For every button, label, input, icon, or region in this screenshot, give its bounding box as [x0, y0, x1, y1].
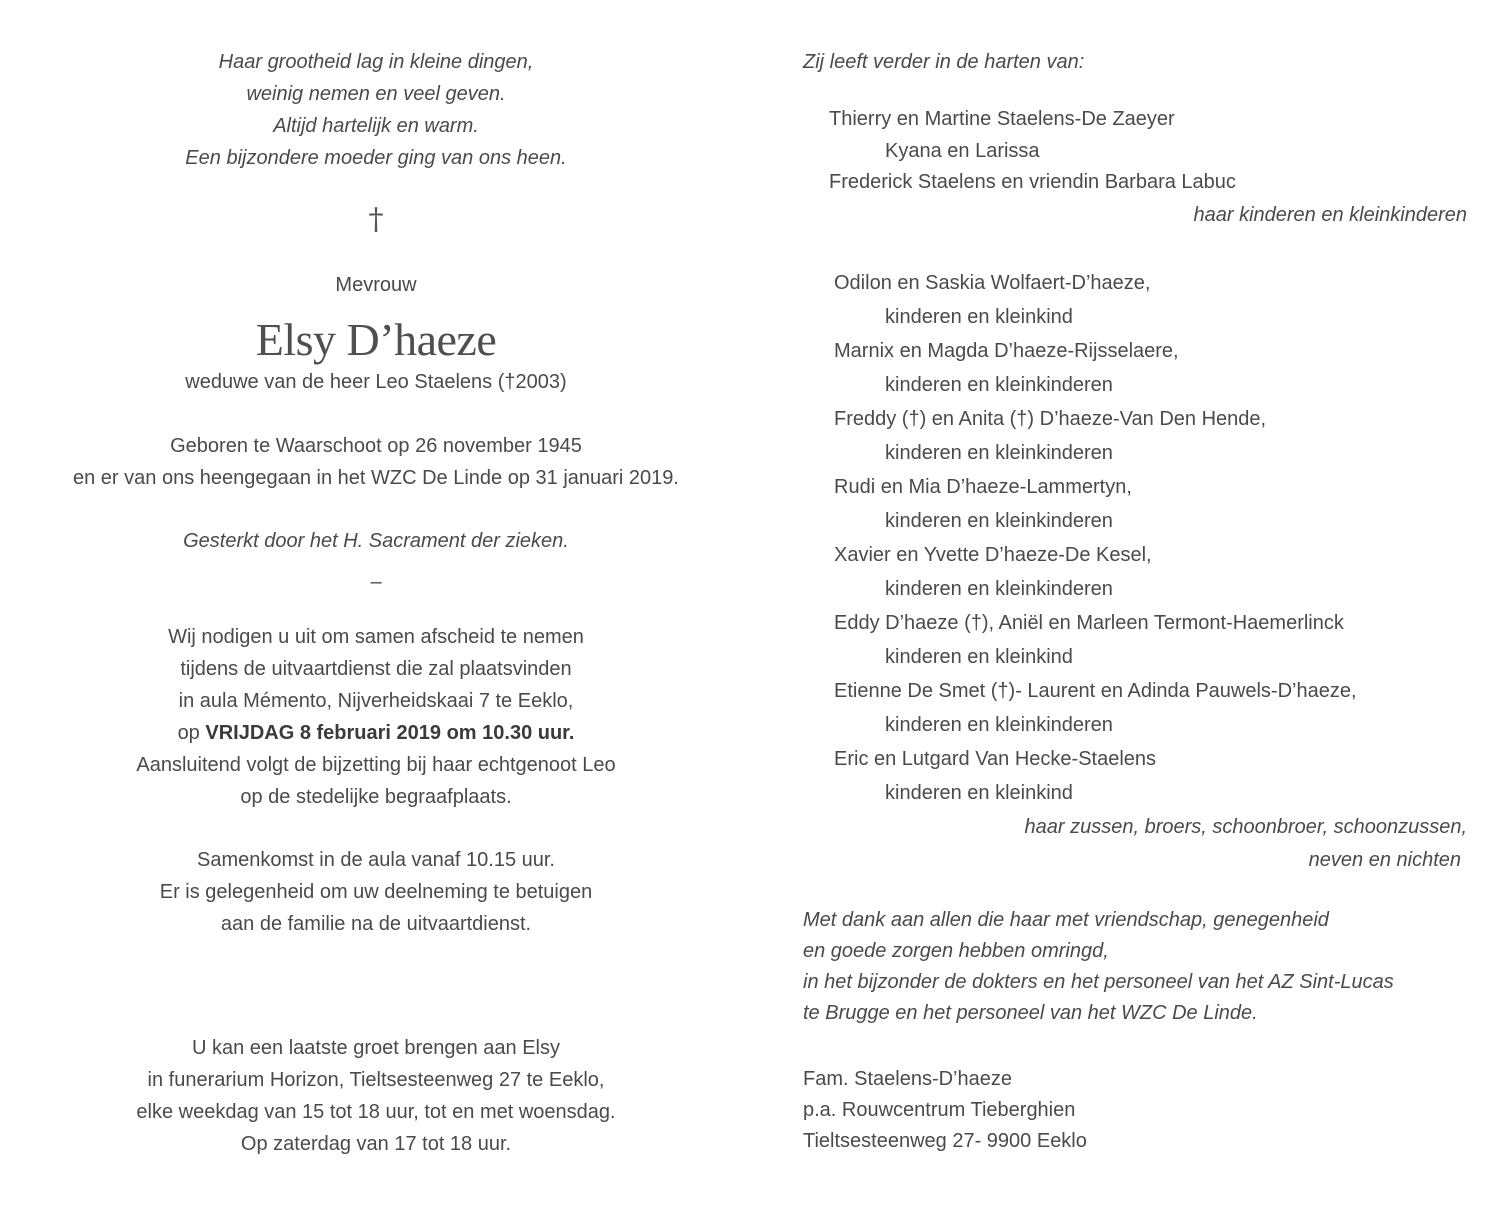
child-line: Thierry en Martine Staelens-De Zaeyer — [829, 108, 1175, 130]
thanks-line: in het bijzonder de dokters en het personeel van het AZ Sint-Lucas — [803, 971, 1394, 993]
sibling-name: Xavier en Yvette D’haeze-De Kesel, — [834, 544, 1152, 566]
sibling-name: Odilon en Saskia Wolfaert-D’haeze, — [834, 272, 1151, 294]
sibling-name: Eric en Lutgard Van Hecke-Staelens — [834, 748, 1157, 770]
gathering-line: Samenkomst in de aula vanaf 10.15 uur. — [196, 849, 555, 871]
invitation-line: op de stedelijke begraafplaats. — [240, 786, 512, 808]
sibling-sub: kinderen en kleinkind — [885, 782, 1073, 804]
siblings-caption: neven en nichten — [1308, 849, 1461, 871]
sibling-sub: kinderen en kleinkinderen — [885, 714, 1113, 736]
children-caption: haar kinderen en kleinkinderen — [1193, 204, 1467, 226]
address-line: Fam. Staelens-D’haeze — [803, 1068, 1012, 1090]
invitation-date-prefix: op — [177, 722, 206, 744]
sibling-name: Marnix en Magda D’haeze-Rijsselaere, — [834, 340, 1179, 362]
separator-dash: – — [370, 571, 382, 593]
thanks-line: en goede zorgen hebben omringd, — [803, 940, 1109, 962]
sibling-sub: kinderen en kleinkinderen — [885, 374, 1113, 396]
invitation-line: in aula Mémento, Nijverheidskaai 7 te Eeklo, — [178, 690, 574, 712]
invitation-line: Wij nodigen u uit om samen afscheid te nemen — [168, 626, 584, 648]
grandchildren-line: Kyana en Larissa — [885, 140, 1040, 162]
poem-line: Altijd hartelijk en warm. — [273, 115, 479, 137]
invitation-line: tijdens de uitvaartdienst die zal plaatsvinden — [180, 658, 572, 680]
thanks-line: Met dank aan allen die haar met vriendschap, genegenheid — [803, 909, 1329, 931]
sibling-sub: kinderen en kleinkinderen — [885, 510, 1113, 532]
address-line: Tieltsesteenweg 27- 9900 Eeklo — [803, 1130, 1087, 1152]
visit-line: in funerarium Horizon, Tieltsesteenweg 27 te Eeklo, — [147, 1069, 605, 1091]
sacrament-line: Gesterkt door het H. Sacrament der zieken. — [183, 530, 569, 552]
sibling-name: Freddy (†) en Anita (†) D’haeze-Van Den Hende, — [834, 408, 1267, 430]
sibling-name: Rudi en Mia D’haeze-Lammertyn, — [834, 476, 1132, 498]
gathering-line: Er is gelegenheid om uw deelneming te betuigen — [159, 881, 593, 903]
death-line: en er van ons heengegaan in het WZC De Linde op 31 januari 2019. — [73, 467, 679, 489]
poem-line: Haar grootheid lag in kleine dingen, — [218, 51, 534, 73]
poem-line: Een bijzondere moeder ging van ons heen. — [185, 147, 567, 169]
cross-icon: † — [368, 202, 384, 237]
sibling-sub: kinderen en kleinkinderen — [885, 578, 1113, 600]
siblings-caption: haar zussen, broers, schoonbroer, schoonzussen, — [1024, 816, 1467, 838]
sibling-sub: kinderen en kleinkinderen — [885, 442, 1113, 464]
deceased-name: Elsy D’haeze — [255, 314, 497, 365]
visit-line: elke weekdag van 15 tot 18 uur, tot en met woensdag. — [136, 1101, 616, 1123]
visit-line: Op zaterdag van 17 tot 18 uur. — [240, 1133, 512, 1155]
visit-line: U kan een laatste groet brengen aan Elsy — [191, 1037, 561, 1059]
salutation: Mevrouw — [335, 274, 417, 296]
gathering-line: aan de familie na de uitvaartdienst. — [220, 913, 532, 935]
invitation-date: VRIJDAG 8 februari 2019 om 10.30 uur. — [205, 722, 575, 744]
right-page — [752, 0, 1509, 1214]
poem-line: weinig nemen en veel geven. — [246, 83, 506, 105]
invitation-date-line — [0, 717, 752, 749]
left-page — [0, 0, 752, 1214]
address-line: p.a. Rouwcentrum Tieberghien — [803, 1099, 1076, 1121]
invitation-line: Aansluitend volgt de bijzetting bij haar echtgenoot Leo — [136, 754, 616, 776]
sibling-name: Eddy D’haeze (†), Aniël en Marleen Termont-Haemerlinck — [834, 612, 1344, 634]
child-line: Frederick Staelens en vriendin Barbara Labuc — [829, 171, 1236, 193]
widow-of: weduwe van de heer Leo Staelens (†2003) — [185, 371, 567, 393]
sibling-sub: kinderen en kleinkind — [885, 306, 1073, 328]
sibling-sub: kinderen en kleinkind — [885, 646, 1073, 668]
survivors-intro: Zij leeft verder in de harten van: — [803, 51, 1085, 73]
birth-line: Geboren te Waarschoot op 26 november 1945 — [170, 435, 582, 457]
sibling-name: Etienne De Smet (†)- Laurent en Adinda Pauwels-D’haeze, — [834, 680, 1357, 702]
thanks-line: te Brugge en het personeel van het WZC De Linde. — [803, 1002, 1258, 1024]
